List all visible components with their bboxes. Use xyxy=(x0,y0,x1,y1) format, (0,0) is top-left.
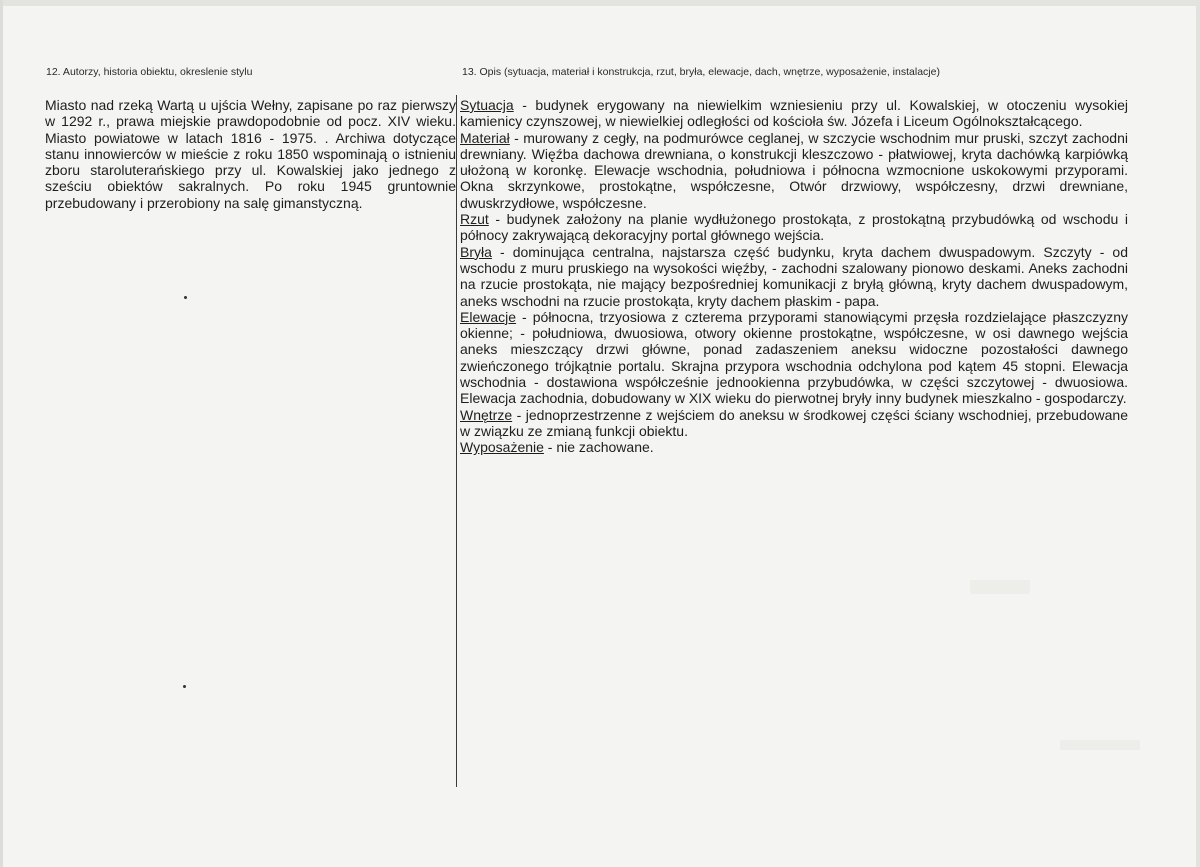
scan-right-edge xyxy=(1196,0,1200,867)
term-label: Sytuacja xyxy=(460,97,514,113)
description-interior xyxy=(460,407,1128,440)
description-plan xyxy=(460,211,1128,244)
term-text: - dominująca centralna, najstarsza część budynku, kryta dachem dwuspadowym. Szczyty - od wschodu z muru pruskiego na wysokości więźby, - zachodni szalowany pionowo deskami. Aneks zachodni na rzucie prostokąta, nie mający bezpośredniej komunikacji z bryłą główną, kryty dachem dwuspadowym, aneks wschodni na rzucie prostokąta, kryty dachem płaskim - papa. xyxy=(460,243,1128,309)
bleed-through-mark xyxy=(1060,740,1140,750)
term-label: Rzut xyxy=(460,211,489,228)
term-label: Materiał xyxy=(460,129,510,146)
term-label: Bryła xyxy=(460,243,492,260)
scan-top-edge xyxy=(0,0,1200,6)
description-elevations xyxy=(460,309,1128,407)
bleed-through-mark xyxy=(970,580,1030,594)
term-label: Wnętrze xyxy=(460,406,513,423)
scan-speck xyxy=(183,685,186,688)
section-13-body xyxy=(460,97,1128,456)
term-text: - budynek erygowany na niewielkim wzniesieniu przy ul. Kowalskiej, w otoczeniu wysokiej kamienicy czynszowej, w niewielkiej odległości od kościoła św. Józefa i Liceum Ogólnokształcącego. xyxy=(460,97,1128,130)
section-12-body xyxy=(45,97,456,211)
scan-speck xyxy=(184,296,187,299)
term-text: - nie zachowane. xyxy=(543,439,654,456)
description-furnishings xyxy=(460,439,1128,455)
history-paragraph: Miasto nad rzeką Wartą u ujścia Wełny, zapisane po raz pierwszy w 1292 r., prawa miejskie prawdopodobnie od pocz. XIV wieku. Miasto powiatowe w latach 1816 - 1975. . Archiwa dotyczące stanu innowierców w mieście z roku 1850 wspominają o istnieniu zboru staroluterańskiego przy ul. Kowalskiej jako jednego z sześciu obiektów sakralnych. Po roku 1945 gruntownie przebudowany i przerobiony na salę gimanstyczną. xyxy=(45,97,456,211)
term-text: - budynek założony na planie wydłużonego prostokąta, z prostokątną przybudówką od wschodu i północy zakrywającą dekoracyjny portal głównego wejścia. xyxy=(460,211,1128,244)
description-massing xyxy=(460,244,1128,309)
term-label: Wyposażenie xyxy=(460,439,544,456)
term-label: Elewacje xyxy=(460,308,517,325)
description-material xyxy=(460,130,1128,211)
term-text: - murowany z cegły, na podmurówce ceglanej, w szczycie wschodnim mur pruski, szczyt zachodni drewniany. Więźba dachowa drewniana, o konstrukcji kleszczowo - płatwiowej, kryta dachówką karpiówką ułożoną w koronkę. Elewacje wschodnia, południowa i północna wzmocnione uskokowymi przyporami. Okna skrzynkowe, prostokątne, współczesne, Otwór drzwiowy, współczesny, drzwi drewniane, dwuskrzydłowe, współczesne. xyxy=(460,129,1128,211)
section-13-heading: 13. Opis (sytuacja, materiał i konstrukcja, rzut, bryła, elewacje, dach, wnętrze, wyposażenie, instalacje) xyxy=(462,66,940,78)
term-text: - północna, trzyosiowa z czterema przyporami stanowiącymi przęsła rozdzielające płaszczyzny okienne; - południowa, dwuosiowa, otwory okienne prostokątne, współczesne, w osi dawnego wejścia aneks mieszczący drzwi główne, ponad zadaszeniem aneksu widoczne pozostałości dawnego zwieńczonego trójkątnie portalu. Skrajna przypora wschodnia odchylona pod kątem 45 stopni. Elewacja wschodnia - dostawiona współcześnie jednookienna przybudówka, w części szczytowej - dwuosiowa. Elewacja zachodnia, dobudowany w XIX wieku do pierwotnej bryły inny budynek mieszkalno - gospodarczy. xyxy=(460,308,1128,407)
column-divider xyxy=(456,95,457,787)
scan-left-edge xyxy=(0,0,3,867)
term-text: - jednoprzestrzenne z wejściem do aneksu w środkowej części ściany wschodniej, przebudowane w związku ze zmianą funkcji obiektu. xyxy=(460,406,1128,439)
description-situation xyxy=(460,97,1128,130)
section-12-heading: 12. Autorzy, historia obiektu, okreslenie stylu xyxy=(46,66,253,78)
